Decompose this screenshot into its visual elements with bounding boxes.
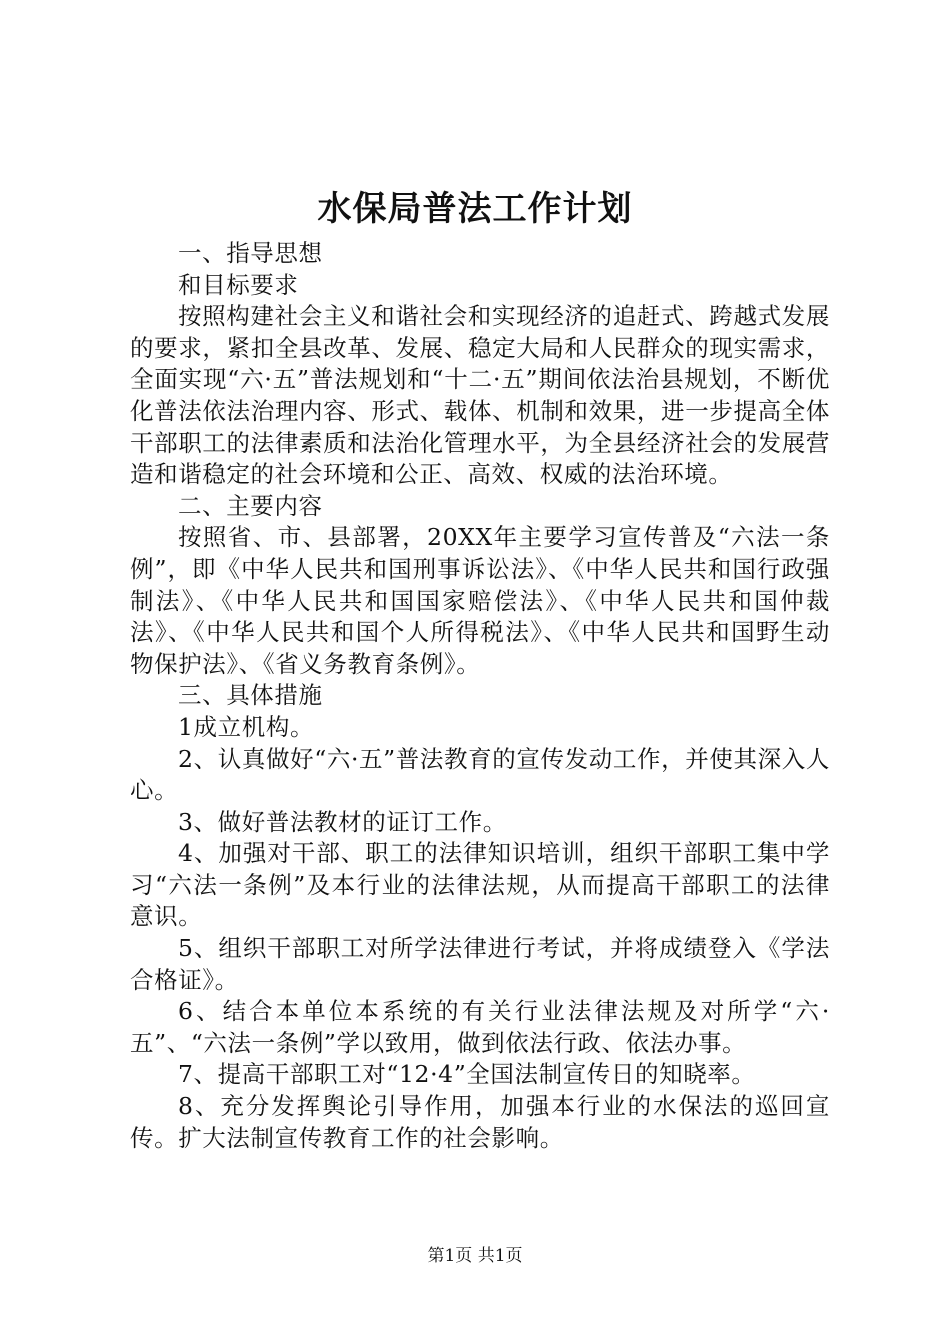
page-footer: 第1页 共1页 (427, 1246, 523, 1266)
measure-item-6: 6、结合本单位本系统的有关行业法律法规及对所学“六·五”、“六法一条例”学以致用，做到依法行政、依法办事。 (130, 997, 830, 1057)
paragraph-guiding-ideology: 按照构建社会主义和谐社会和实现经济的追赶式、跨越式发展的要求，紧扣全县改革、发展、稳定大局和人民群众的现实需求，全面实现“六·五”普法规划和“十二·五”期间依法治县规划，不断优化普法依法治理内容、形式、载体、机制和效果，进一步提高全体干部职工的法律素质和法治化管理水平，为全县经济社会的发展营造和谐稳定的社会环境和公正、高效、权威的法治环境。 (130, 302, 830, 489)
measure-item-8: 8、充分发挥舆论引导作用，加强本行业的水保法的巡回宣传。扩大法制宣传教育工作的社会影响。 (130, 1092, 830, 1152)
section-heading-main-content: 二、主要内容 (178, 491, 323, 520)
section-heading-specific-measures: 三、具体措施 (178, 681, 323, 710)
measure-item-2: 2、认真做好“六·五”普法教育的宣传发动工作，并使其深入人心。 (130, 744, 830, 805)
measure-item-4: 4、加强对干部、职工的法律知识培训，组织干部职工集中学习“六法一条例”及本行业的法律法规，从而提高干部职工的法律意识。 (130, 839, 830, 931)
document-body (130, 238, 830, 1154)
paragraph-main-content: 按照省、市、县部署，20XX年主要学习宣传普及“六法一条例”，即《中华人民共和国刑事诉讼法》、《中华人民共和国行政强制法》、《中华人民共和国国家赔偿法》、《中华人民共和国仲裁法》、《中华人民共和国个人所得税法》、《中华人民共和国野生动物保护法》、《省义务教育条例》。 (130, 523, 830, 678)
section-heading-guiding-ideology: 一、指导思想 (178, 239, 323, 267)
section-heading-continuation: 和目标要求 (178, 270, 299, 299)
measure-item-7: 7、提高干部职工对“12·4”全国法制宣传日的知晓率。 (178, 1060, 756, 1089)
measure-item-3: 3、做好普法教材的证订工作。 (178, 807, 507, 836)
measure-item-1: 1成立机构。 (178, 712, 315, 741)
measure-item-5: 5、组织干部职工对所学法律进行考试，并将成绩登入《学法合格证》。 (130, 934, 830, 994)
document-title: 水保局普法工作计划 (317, 189, 633, 229)
